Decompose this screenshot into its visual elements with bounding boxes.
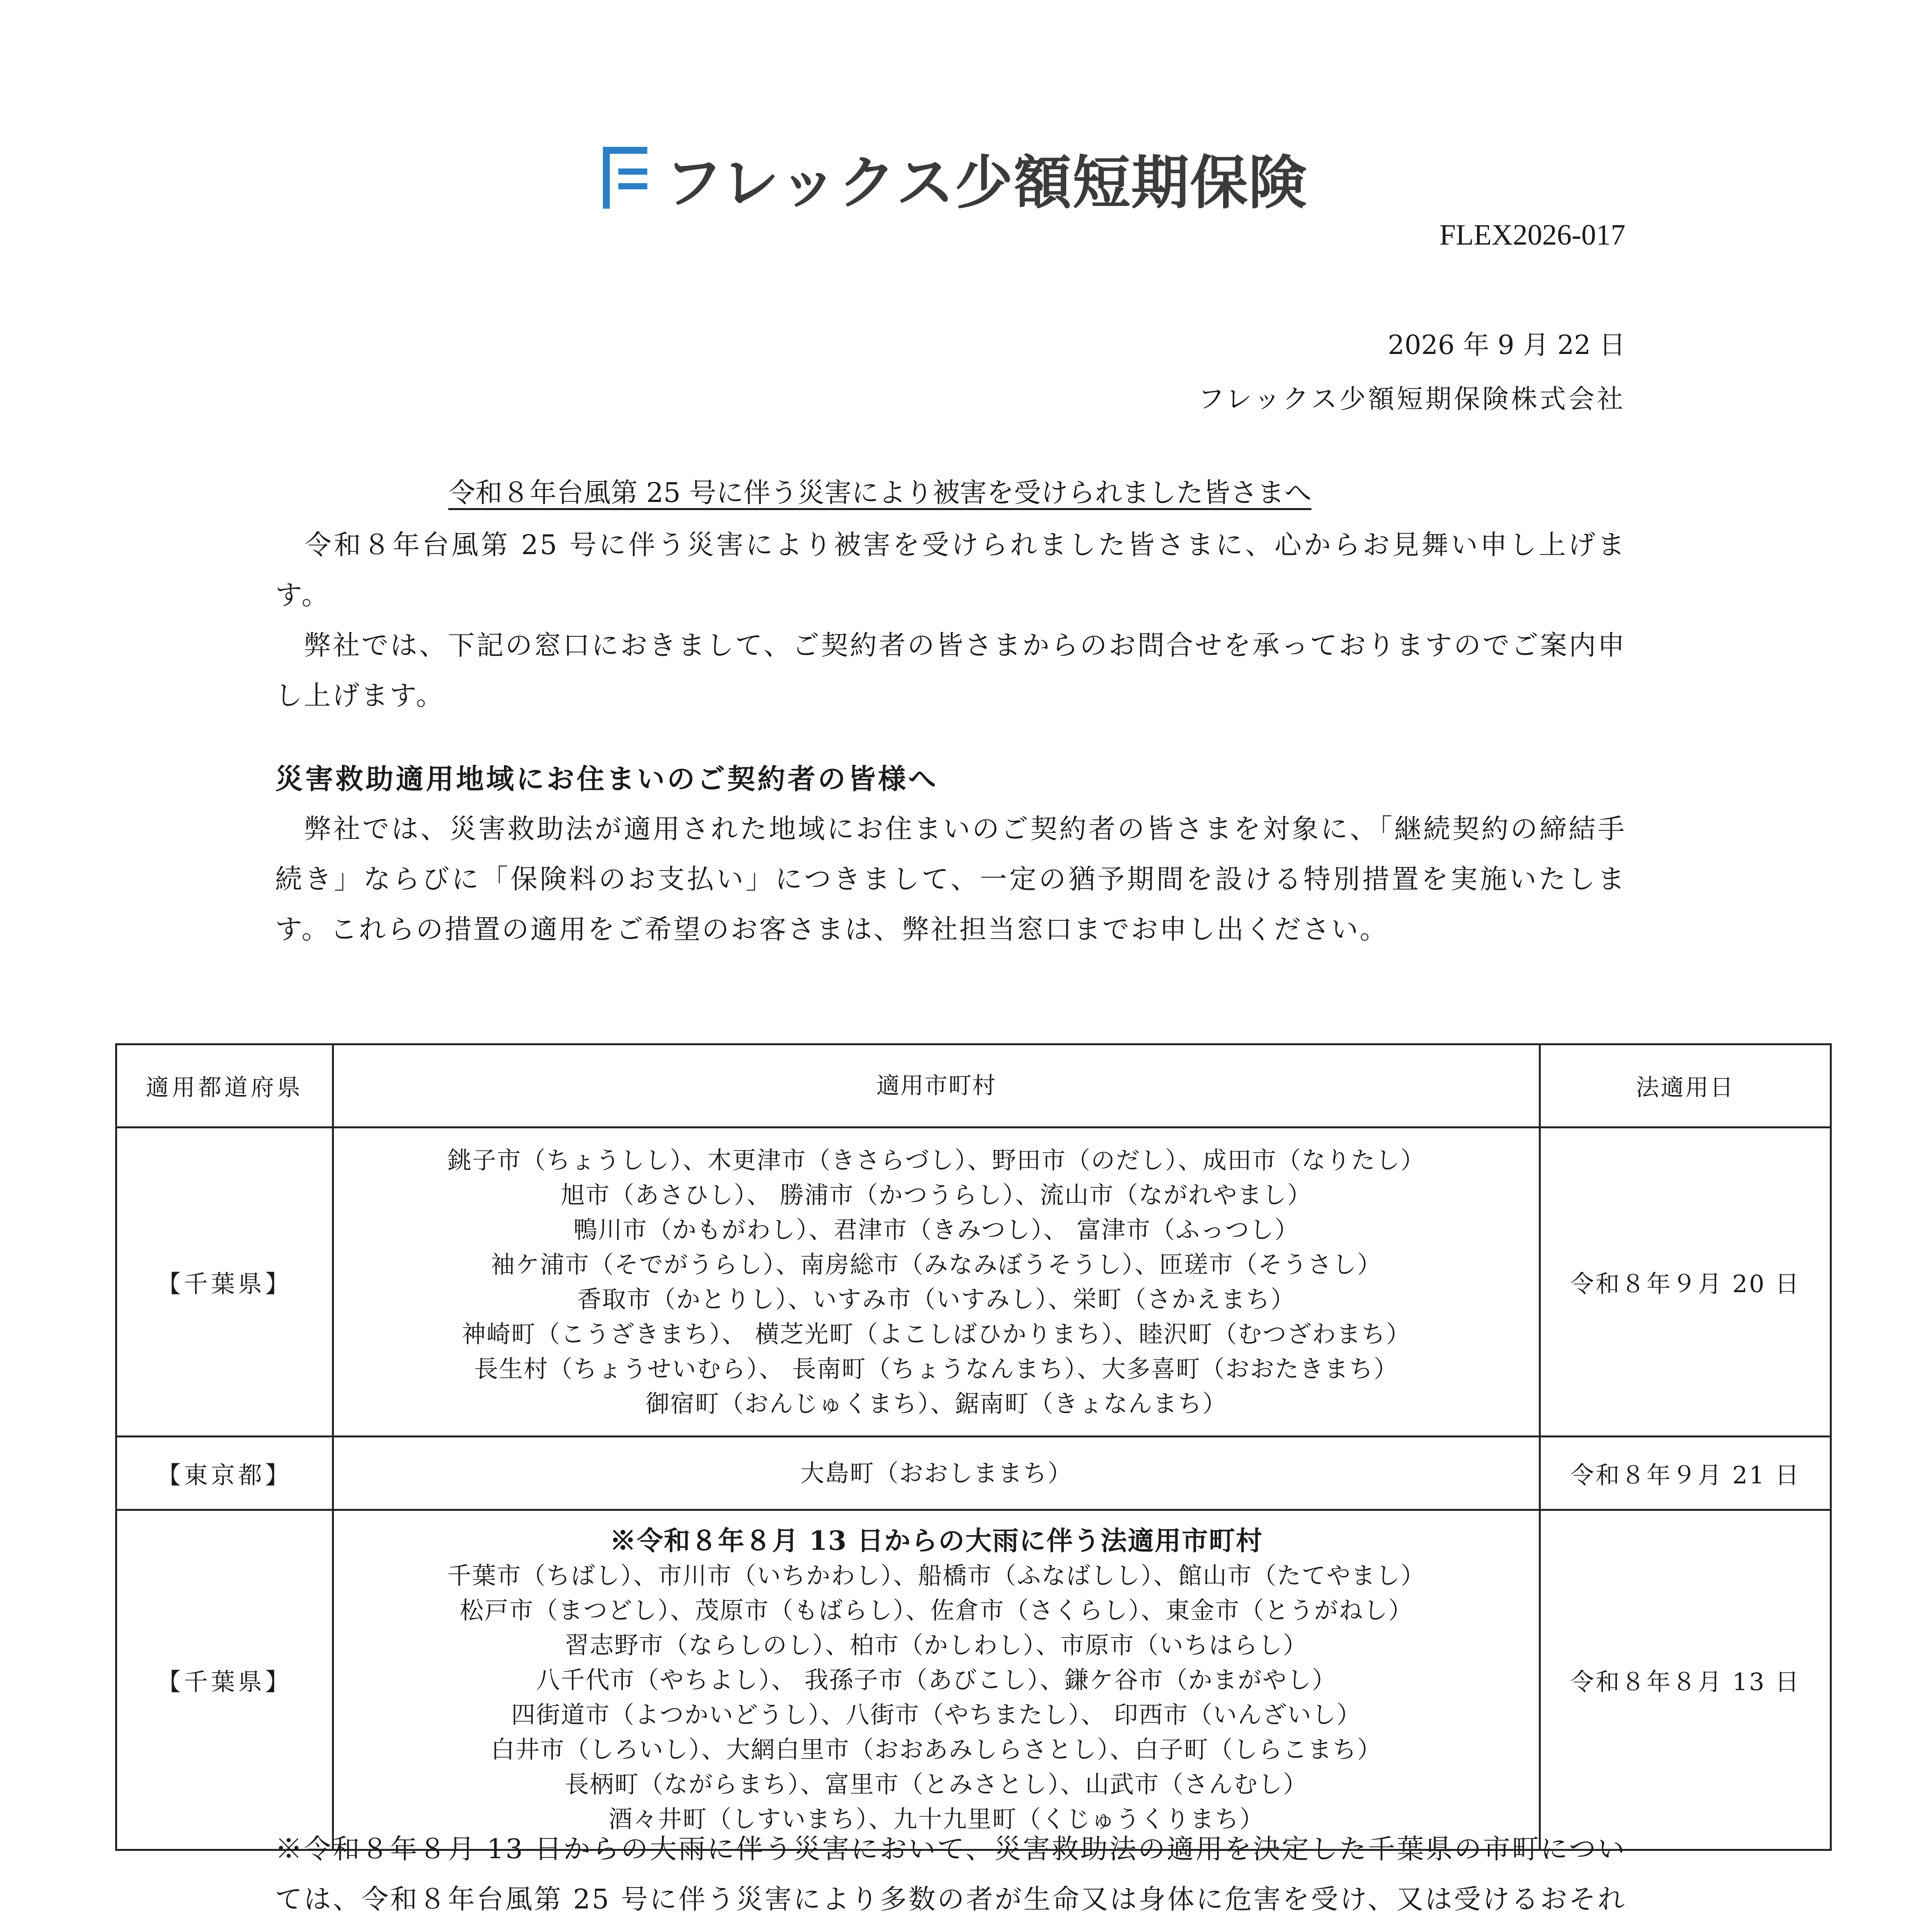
cell-cities bbox=[333, 1510, 1540, 1850]
cell-cities bbox=[333, 1437, 1540, 1510]
cell-prefecture: 【千葉県】 bbox=[116, 1128, 333, 1437]
city-line: 大島町（おおしままち） bbox=[800, 1459, 1072, 1487]
intro-paragraph bbox=[275, 620, 1626, 721]
city-line: 白井市（しろいし）、大網白里市（おおあみしらさとし）、白子町（しらこまち） bbox=[490, 1735, 1382, 1764]
city-line: 酒々井町（しすいまち）、九十九里町（くじゅうくりまち） bbox=[608, 1804, 1264, 1833]
city-line: 香取市（かとりし）、いすみ市（いすみし）、栄町（さかえまち） bbox=[577, 1285, 1295, 1313]
section-body-text: 弊社では、災害救助法が適用された地域にお住まいのご契約者の皆さまを対象に、「継続契約の締結手続き」ならびに「保険料のお支払い」につきまして、一定の猶予期間を設ける特別措置を実施いたします。これらの措置の適用をご希望のお客さまは、弊社担当窓口までお申し出ください。 bbox=[275, 813, 1627, 945]
city-line: 長柄町（ながらまち）、富里市（とみさとし）、山武市（さんむし） bbox=[565, 1770, 1308, 1798]
intro-text-2: 弊社では、下記の窓口におきまして、ご契約者の皆さまからのお問合せを承っておりますのでご案内申し上げます。 bbox=[275, 629, 1626, 711]
city-line: 八千代市（やちよし）、 我孫子市（あびこし）、鎌ケ谷市（かまがやし） bbox=[536, 1665, 1337, 1694]
city-line: 御宿町（おんじゅくまち）、鋸南町（きょなんまち） bbox=[645, 1389, 1227, 1418]
city-line: 千葉市（ちばし）、市川市（いちかわし）、船橋市（ふなばしし）、館山市（たてやまし） bbox=[447, 1561, 1426, 1590]
section-body bbox=[275, 804, 1626, 954]
city-line: 鴨川市（かもがわし）、君津市（きみつし）、 富津市（ふっつし） bbox=[573, 1215, 1300, 1244]
cell-prefecture: 【東京都】 bbox=[116, 1437, 333, 1510]
city-line: 銚子市（ちょうしし）、木更津市（きさらづし）、野田市（のだし）、成田市（なりたし） bbox=[447, 1146, 1426, 1174]
intro-text-1: 令和８年台風第 25 号に伴う災害により被害を受けられました皆さまに、心からお見舞い申し上げます。 bbox=[275, 529, 1626, 611]
cell-date: 令和８年９月 21 日 bbox=[1540, 1437, 1831, 1510]
intro-paragraph bbox=[275, 520, 1626, 620]
table-row bbox=[116, 1510, 1831, 1850]
city-line: 四街道市（よつかいどうし）、八街市（やちまたし）、 印西市（いんざいし） bbox=[511, 1700, 1361, 1729]
section-heading: 災害救助適用地域にお住まいのご契約者の皆様へ bbox=[275, 762, 939, 795]
header-date: 法適用日 bbox=[1540, 1044, 1831, 1128]
company-name: フレックス少額短期保険株式会社 bbox=[1198, 384, 1625, 415]
city-line: 習志野市（ならしのし）、柏市（かしわし）、市原市（いちはらし） bbox=[565, 1631, 1308, 1659]
table-row bbox=[116, 1437, 1831, 1510]
city-line: 松戸市（まつどし）、茂原市（もばらし）、佐倉市（さくらし）、東金市（とうがねし） bbox=[459, 1596, 1413, 1624]
city-line: 長生村（ちょうせいむら）、 長南町（ちょうなんまち）、大多喜町（おおたきまち） bbox=[474, 1354, 1399, 1383]
logo-text: フレックス少額短期保険 bbox=[665, 150, 1308, 217]
footnote: ※令和８年８月 13 日からの大雨に伴う災害において、災害救助法の適用を決定した千葉県の市町については、令和８年台風第 25 号に伴う災害により多数の者が生命又は身体に危害を受け、又は受けるおそれ bbox=[275, 1833, 1626, 1915]
city-line: 旭市（あさひし）、 勝浦市（かつうらし）、流山市（ながれやまし） bbox=[560, 1180, 1312, 1209]
header-prefecture: 適用都道府県 bbox=[116, 1044, 333, 1128]
city-line: 神崎町（こうざきまち）、 横芝光町（よこしばひかりまち）、睦沢町（むつざわまち） bbox=[461, 1320, 1411, 1348]
cities-subheading: ※令和８年８月 13 日からの大雨に伴う法適用市町村 bbox=[609, 1525, 1263, 1556]
issue-date: 2026 年 9 月 22 日 bbox=[1388, 330, 1625, 361]
company-logo bbox=[603, 139, 1307, 216]
table-row bbox=[116, 1128, 1831, 1437]
cell-date: 令和８年８月 13 日 bbox=[1540, 1510, 1831, 1850]
cell-cities bbox=[333, 1128, 1540, 1437]
disaster-area-table bbox=[115, 1043, 1832, 1851]
logo-mark-icon bbox=[603, 147, 649, 209]
document-title: 令和８年台風第 25 号に伴う災害により被害を受けられました皆さまへ bbox=[448, 477, 1312, 509]
table-header-row bbox=[116, 1044, 1831, 1128]
city-line: 袖ケ浦市（そでがうらし）、南房総市（みなみぼうそうし）、匝瑳市（そうさし） bbox=[490, 1250, 1382, 1279]
document-number: FLEX2026-017 bbox=[1439, 219, 1625, 251]
cell-date: 令和８年９月 20 日 bbox=[1540, 1128, 1831, 1437]
header-cities: 適用市町村 bbox=[333, 1044, 1540, 1128]
cell-prefecture: 【千葉県】 bbox=[116, 1510, 333, 1850]
